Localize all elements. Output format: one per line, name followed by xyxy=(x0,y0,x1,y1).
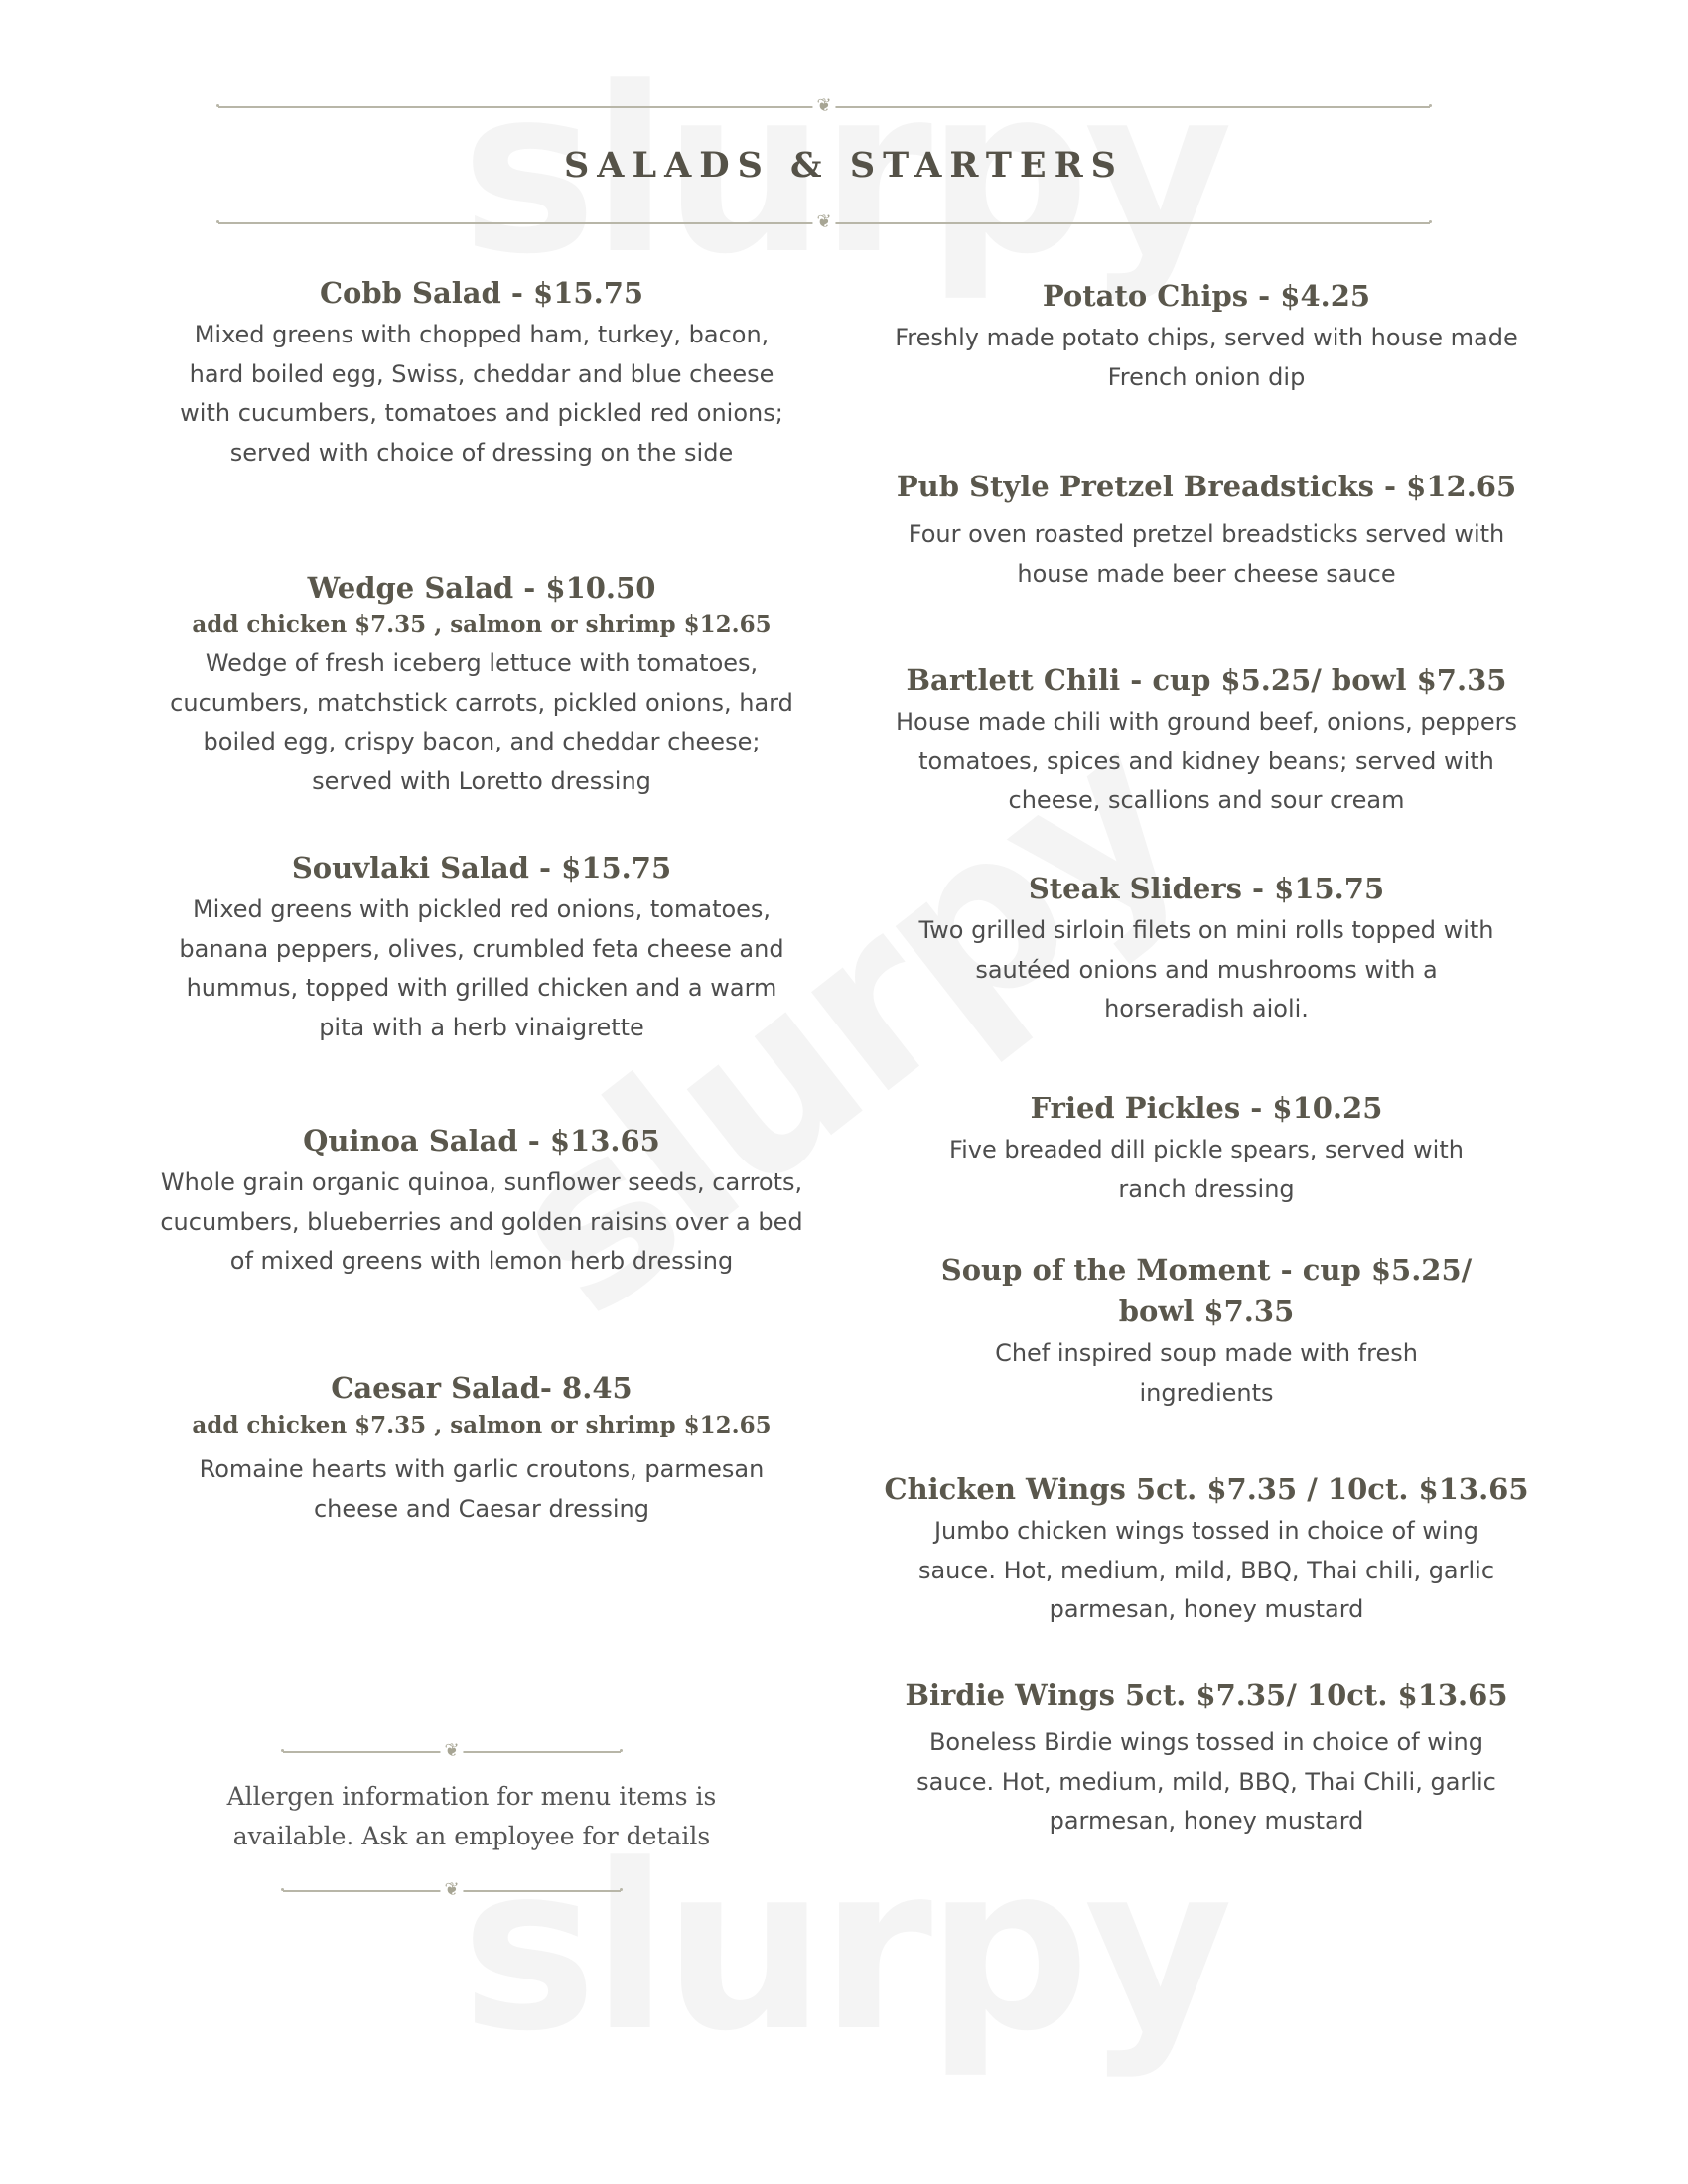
watermark xyxy=(461,1817,1226,2082)
menu-item-quinoa-salad xyxy=(139,1120,824,1282)
item-name: Cobb Salad - $15.75 xyxy=(319,276,644,310)
menu-item-potato-chips xyxy=(874,275,1539,397)
flourish-icon: ❦ xyxy=(812,96,835,116)
item-description: Chef inspired soup made with fresh ingredients xyxy=(995,1339,1418,1407)
item-name: Quinoa Salad - $13.65 xyxy=(303,1124,660,1158)
item-name: Steak Sliders - $15.75 xyxy=(1028,872,1385,905)
menu-item-pretzel-breadsticks xyxy=(874,466,1539,594)
item-name: Souvlaki Salad - $15.75 xyxy=(291,851,672,885)
item-name: Wedge Salad - $10.50 xyxy=(307,571,656,605)
item-description: House made chili with ground beef, onions, peppers tomatoes, spices and kidney beans; served with cheese, scallions and sour cream xyxy=(896,708,1517,814)
item-description: Boneless Birdie wings tossed in choice of wing sauce. Hot, medium, mild, BBQ, Thai Chili, garlic parmesan, honey mustard xyxy=(916,1728,1496,1835)
page-title: SALADS & STARTERS xyxy=(564,145,1124,186)
menu-item-soup-of-the-moment xyxy=(874,1249,1539,1413)
watermark-text xyxy=(461,1817,1226,2082)
item-description: Four oven roasted pretzel breadsticks served with house made beer cheese sauce xyxy=(908,520,1505,588)
item-addon: add chicken $7.35 , salmon or shrimp $12.65 xyxy=(192,1412,772,1438)
item-name: Caesar Salad- 8.45 xyxy=(331,1371,633,1405)
menu-item-souvlaki-salad xyxy=(139,847,824,1047)
item-name: Potato Chips - $4.25 xyxy=(1042,279,1371,313)
flourish-icon: ❦ xyxy=(440,1880,463,1900)
allergen-note: Allergen information for menu items is available. Ask an employee for details xyxy=(226,1782,717,1850)
item-description: Wedge of fresh iceberg lettuce with tomatoes, cucumbers, matchstick carrots, pickled onions, hard boiled egg, crispy bacon, and cheddar cheese; served with Loretto dressing xyxy=(170,649,793,795)
flourish-icon: ❦ xyxy=(440,1741,463,1761)
menu-item-steak-sliders xyxy=(874,868,1539,1029)
allergen-top-divider xyxy=(283,1740,621,1761)
menu-item-chicken-wings xyxy=(874,1468,1539,1630)
item-description: Romaine hearts with garlic croutons, parmesan cheese and Caesar dressing xyxy=(199,1455,765,1523)
menu-item-cobb-salad xyxy=(139,272,824,473)
menu-item-fried-pickles xyxy=(874,1087,1539,1209)
menu-item-bartlett-chili xyxy=(874,659,1539,821)
item-description: Five breaded dill pickle spears, served with ranch dressing xyxy=(949,1136,1464,1203)
item-name: Fried Pickles - $10.25 xyxy=(1030,1091,1383,1125)
flourish-icon: ❦ xyxy=(812,212,835,232)
item-description: Mixed greens with pickled red onions, tomatoes, banana peppers, olives, crumbled feta cheese and hummus, topped with grilled chicken and a warm pita with a herb vinaigrette xyxy=(179,895,784,1041)
allergen-bottom-divider xyxy=(283,1879,621,1900)
item-description: Freshly made potato chips, served with house made French onion dip xyxy=(895,324,1518,391)
menu-item-birdie-wings xyxy=(874,1674,1539,1842)
menu-item-wedge-salad xyxy=(139,567,824,801)
item-name: Pub Style Pretzel Breadsticks - $12.65 xyxy=(896,470,1517,503)
item-name: Soup of the Moment - cup $5.25/ bowl $7.35 xyxy=(940,1253,1473,1328)
item-description: Two grilled sirloin filets on mini rolls topped with sautéed onions and mushrooms with a horseradish aioli. xyxy=(918,916,1494,1023)
item-name: Chicken Wings 5ct. $7.35 / 10ct. $13.65 xyxy=(884,1472,1529,1506)
menu-item-caesar-salad xyxy=(139,1367,824,1529)
header-top-divider xyxy=(218,95,1430,116)
item-description: Whole grain organic quinoa, sunflower seeds, carrots, cucumbers, blueberries and golden raisins over a bed of mixed greens with lemon herb dressing xyxy=(160,1168,803,1275)
item-name: Birdie Wings 5ct. $7.35/ 10ct. $13.65 xyxy=(905,1678,1508,1711)
item-description: Jumbo chicken wings tossed in choice of wing sauce. Hot, medium, mild, BBQ, Thai chili, garlic parmesan, honey mustard xyxy=(917,1517,1495,1623)
item-addon: add chicken $7.35 , salmon or shrimp $12.65 xyxy=(192,612,772,638)
item-name: Bartlett Chili - cup $5.25/ bowl $7.35 xyxy=(906,663,1507,697)
header-bottom-divider xyxy=(218,211,1430,232)
item-description: Mixed greens with chopped ham, turkey, bacon, hard boiled egg, Swiss, cheddar and blue cheese with cucumbers, tomatoes and pickled red onions; served with choice of dressing on the side xyxy=(180,321,783,467)
